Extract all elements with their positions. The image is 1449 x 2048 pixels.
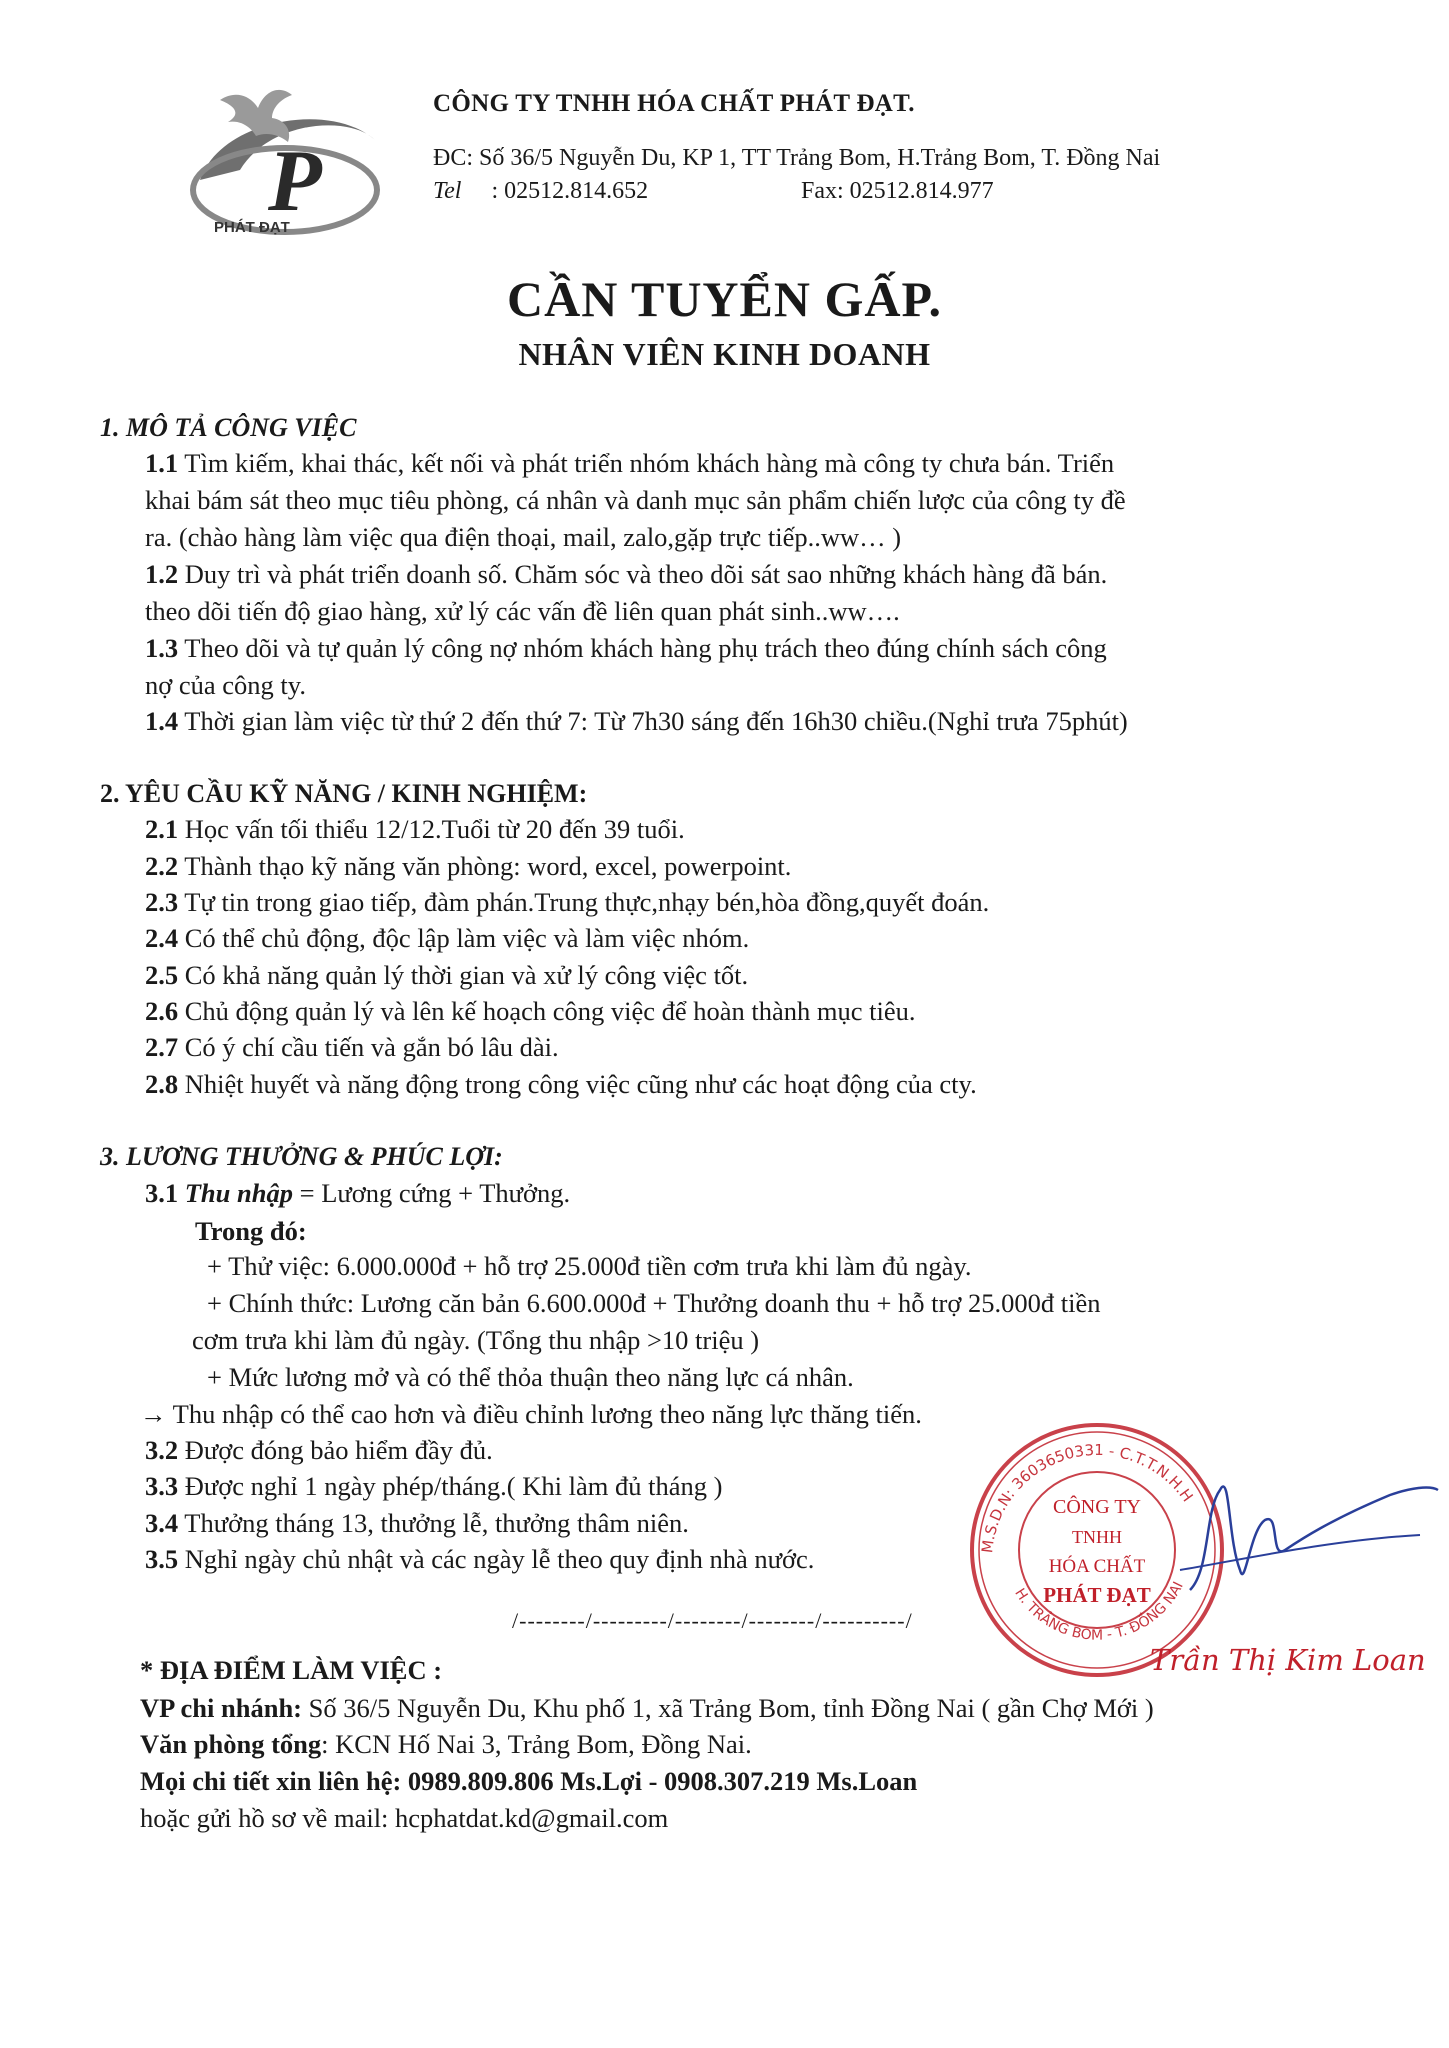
job-desc-1-2-cont: theo dõi tiến độ giao hàng, xử lý các vấn đề liên quan phát sinh..ww….	[145, 596, 900, 626]
logo-p-letter: P	[268, 133, 322, 230]
income-line: 3.1 Thu nhập = Lương cứng + Thưởng.	[145, 1178, 571, 1208]
req-item: 2.8 Nhiệt huyết và năng động trong công việc cũng như các hoạt động của cty.	[145, 1069, 977, 1099]
fax-number: Fax: 02512.814.977	[801, 178, 994, 204]
job-desc-1-3-cont: nợ của công ty.	[145, 670, 306, 700]
req-item: 2.5 Có khả năng quản lý thời gian và xử lý công việc tốt.	[145, 960, 749, 990]
company-address: ĐC: Số 36/5 Nguyễn Du, KP 1, TT Trảng Bom, H.Trảng Bom, T. Đồng Nai	[433, 145, 1161, 171]
official-salary-cont: cơm trưa khi làm đủ ngày. (Tổng thu nhập >10 triệu )	[192, 1325, 760, 1355]
trong-do-label: Trong đó:	[195, 1216, 307, 1246]
stamp-line1: CÔNG TY	[1053, 1496, 1141, 1518]
head-office: Văn phòng tổng: KCN Hố Nai 3, Trảng Bom, Đồng Nai.	[140, 1729, 752, 1759]
section3-heading: 3. LƯƠNG THƯỞNG & PHÚC LỢI:	[100, 1142, 503, 1171]
job-desc-1-2: 1.2 Duy trì và phát triển doanh số. Chăm sóc và theo dõi sát sao những khách hàng đã bán.	[145, 559, 1108, 589]
section1-heading: 1. MÔ TẢ CÔNG VIỆC	[100, 413, 357, 442]
benefit-item: 3.2 Được đóng bảo hiểm đầy đủ.	[145, 1435, 493, 1465]
contact-row	[433, 178, 994, 205]
job-desc-1-4: 1.4 Thời gian làm việc từ thứ 2 đến thứ 7: Từ 7h30 sáng đến 16h30 chiều.(Nghỉ trưa 75phút)	[145, 706, 1128, 736]
tel-value: : 02512.814.652	[491, 178, 649, 204]
req-item: 2.7 Có ý chí cầu tiến và gắn bó lâu dài.	[145, 1032, 559, 1062]
income-note: → Thu nhập có thể cao hơn và điều chỉnh lương theo năng lực thăng tiến.	[140, 1399, 922, 1429]
contact-email: hoặc gửi hồ sơ về mail: hcphatdat.kd@gmail.com	[140, 1803, 669, 1833]
branch-office: VP chi nhánh: Số 36/5 Nguyễn Du, Khu phố 1, xã Trảng Bom, tỉnh Đồng Nai ( gần Chợ Mới )	[140, 1693, 1154, 1723]
separator-line: /--------/---------/--------/--------/----------/	[512, 1608, 913, 1633]
stamp-line4: PHÁT ĐẠT	[1043, 1583, 1151, 1607]
section2-heading: 2. YÊU CẦU KỸ NĂNG / KINH NGHIỆM:	[100, 779, 588, 808]
signature-mark	[1150, 1450, 1440, 1630]
benefit-item: 3.3 Được nghỉ 1 ngày phép/tháng.( Khi làm đủ tháng )	[145, 1471, 723, 1501]
location-heading: * ĐỊA ĐIỂM LÀM VIỆC :	[140, 1655, 443, 1685]
signer-name: Trần Thị Kim Loan	[1150, 1643, 1426, 1677]
official-salary: + Chính thức: Lương căn bản 6.600.000đ + Thưởng doanh thu + hỗ trợ 25.000đ tiền	[207, 1288, 1101, 1318]
company-logo	[180, 60, 390, 250]
req-item: 2.1 Học vấn tối thiểu 12/12.Tuổi từ 20 đến 39 tuổi.	[145, 814, 685, 844]
job-desc-1-1-cont2: ra. (chào hàng làm việc qua điện thoại, mail, zalo,gặp trực tiếp..ww… )	[145, 522, 902, 552]
stamp-line2: TNHH	[1072, 1527, 1122, 1547]
stamp-ring-top: M.S.D.N: 3603650331 - C.T.T.N.H.H	[978, 1440, 1197, 1555]
contact-info: Mọi chi tiết xin liên hệ: 0989.809.806 Ms.Lợi - 0908.307.219 Ms.Loan	[140, 1766, 918, 1796]
job-desc-1-1-cont: khai bám sát theo mục tiêu phòng, cá nhân và danh mục sản phẩm chiến lược của công ty đề	[145, 485, 1126, 515]
req-item: 2.6 Chủ động quản lý và lên kế hoạch công việc để hoàn thành mục tiêu.	[145, 996, 916, 1026]
benefit-item: 3.5 Nghỉ ngày chủ nhật và các ngày lễ theo quy định nhà nước.	[145, 1544, 815, 1574]
job-desc-1-3: 1.3 Theo dõi và tự quản lý công nợ nhóm khách hàng phụ trách theo đúng chính sách công	[145, 633, 1107, 663]
logo-text: PHÁT ĐẠT	[214, 219, 290, 236]
job-desc-1-1: 1.1 Tìm kiếm, khai thác, kết nối và phát triển nhóm khách hàng mà công ty chưa bán. Triển	[145, 448, 1115, 478]
stamp-line3: HÓA CHẤT	[1048, 1556, 1146, 1577]
req-item: 2.2 Thành thạo kỹ năng văn phòng: word, excel, powerpoint.	[145, 851, 792, 881]
tel-label: Tel	[433, 178, 462, 204]
req-item: 2.3 Tự tin trong giao tiếp, đàm phán.Trung thực,nhạy bén,hòa đồng,quyết đoán.	[145, 887, 990, 917]
negotiable-salary: + Mức lương mở và có thể thỏa thuận theo năng lực cá nhân.	[207, 1362, 854, 1392]
page-title: CẦN TUYỂN GẤP.	[507, 271, 942, 327]
probation-salary: + Thử việc: 6.000.000đ + hỗ trợ 25.000đ tiền cơm trưa khi làm đủ ngày.	[207, 1251, 972, 1281]
stamp-ring-bottom: H. TRẢNG BOM - T. ĐỒNG NAI	[1011, 1579, 1187, 1644]
req-item: 2.4 Có thể chủ động, độc lập làm việc và làm việc nhóm.	[145, 923, 750, 953]
benefit-item: 3.4 Thưởng tháng 13, thưởng lễ, thưởng thâm niên.	[145, 1508, 689, 1538]
page-subtitle: NHÂN VIÊN KINH DOANH	[518, 336, 931, 372]
company-name: CÔNG TY TNHH HÓA CHẤT PHÁT ĐẠT.	[433, 90, 915, 117]
